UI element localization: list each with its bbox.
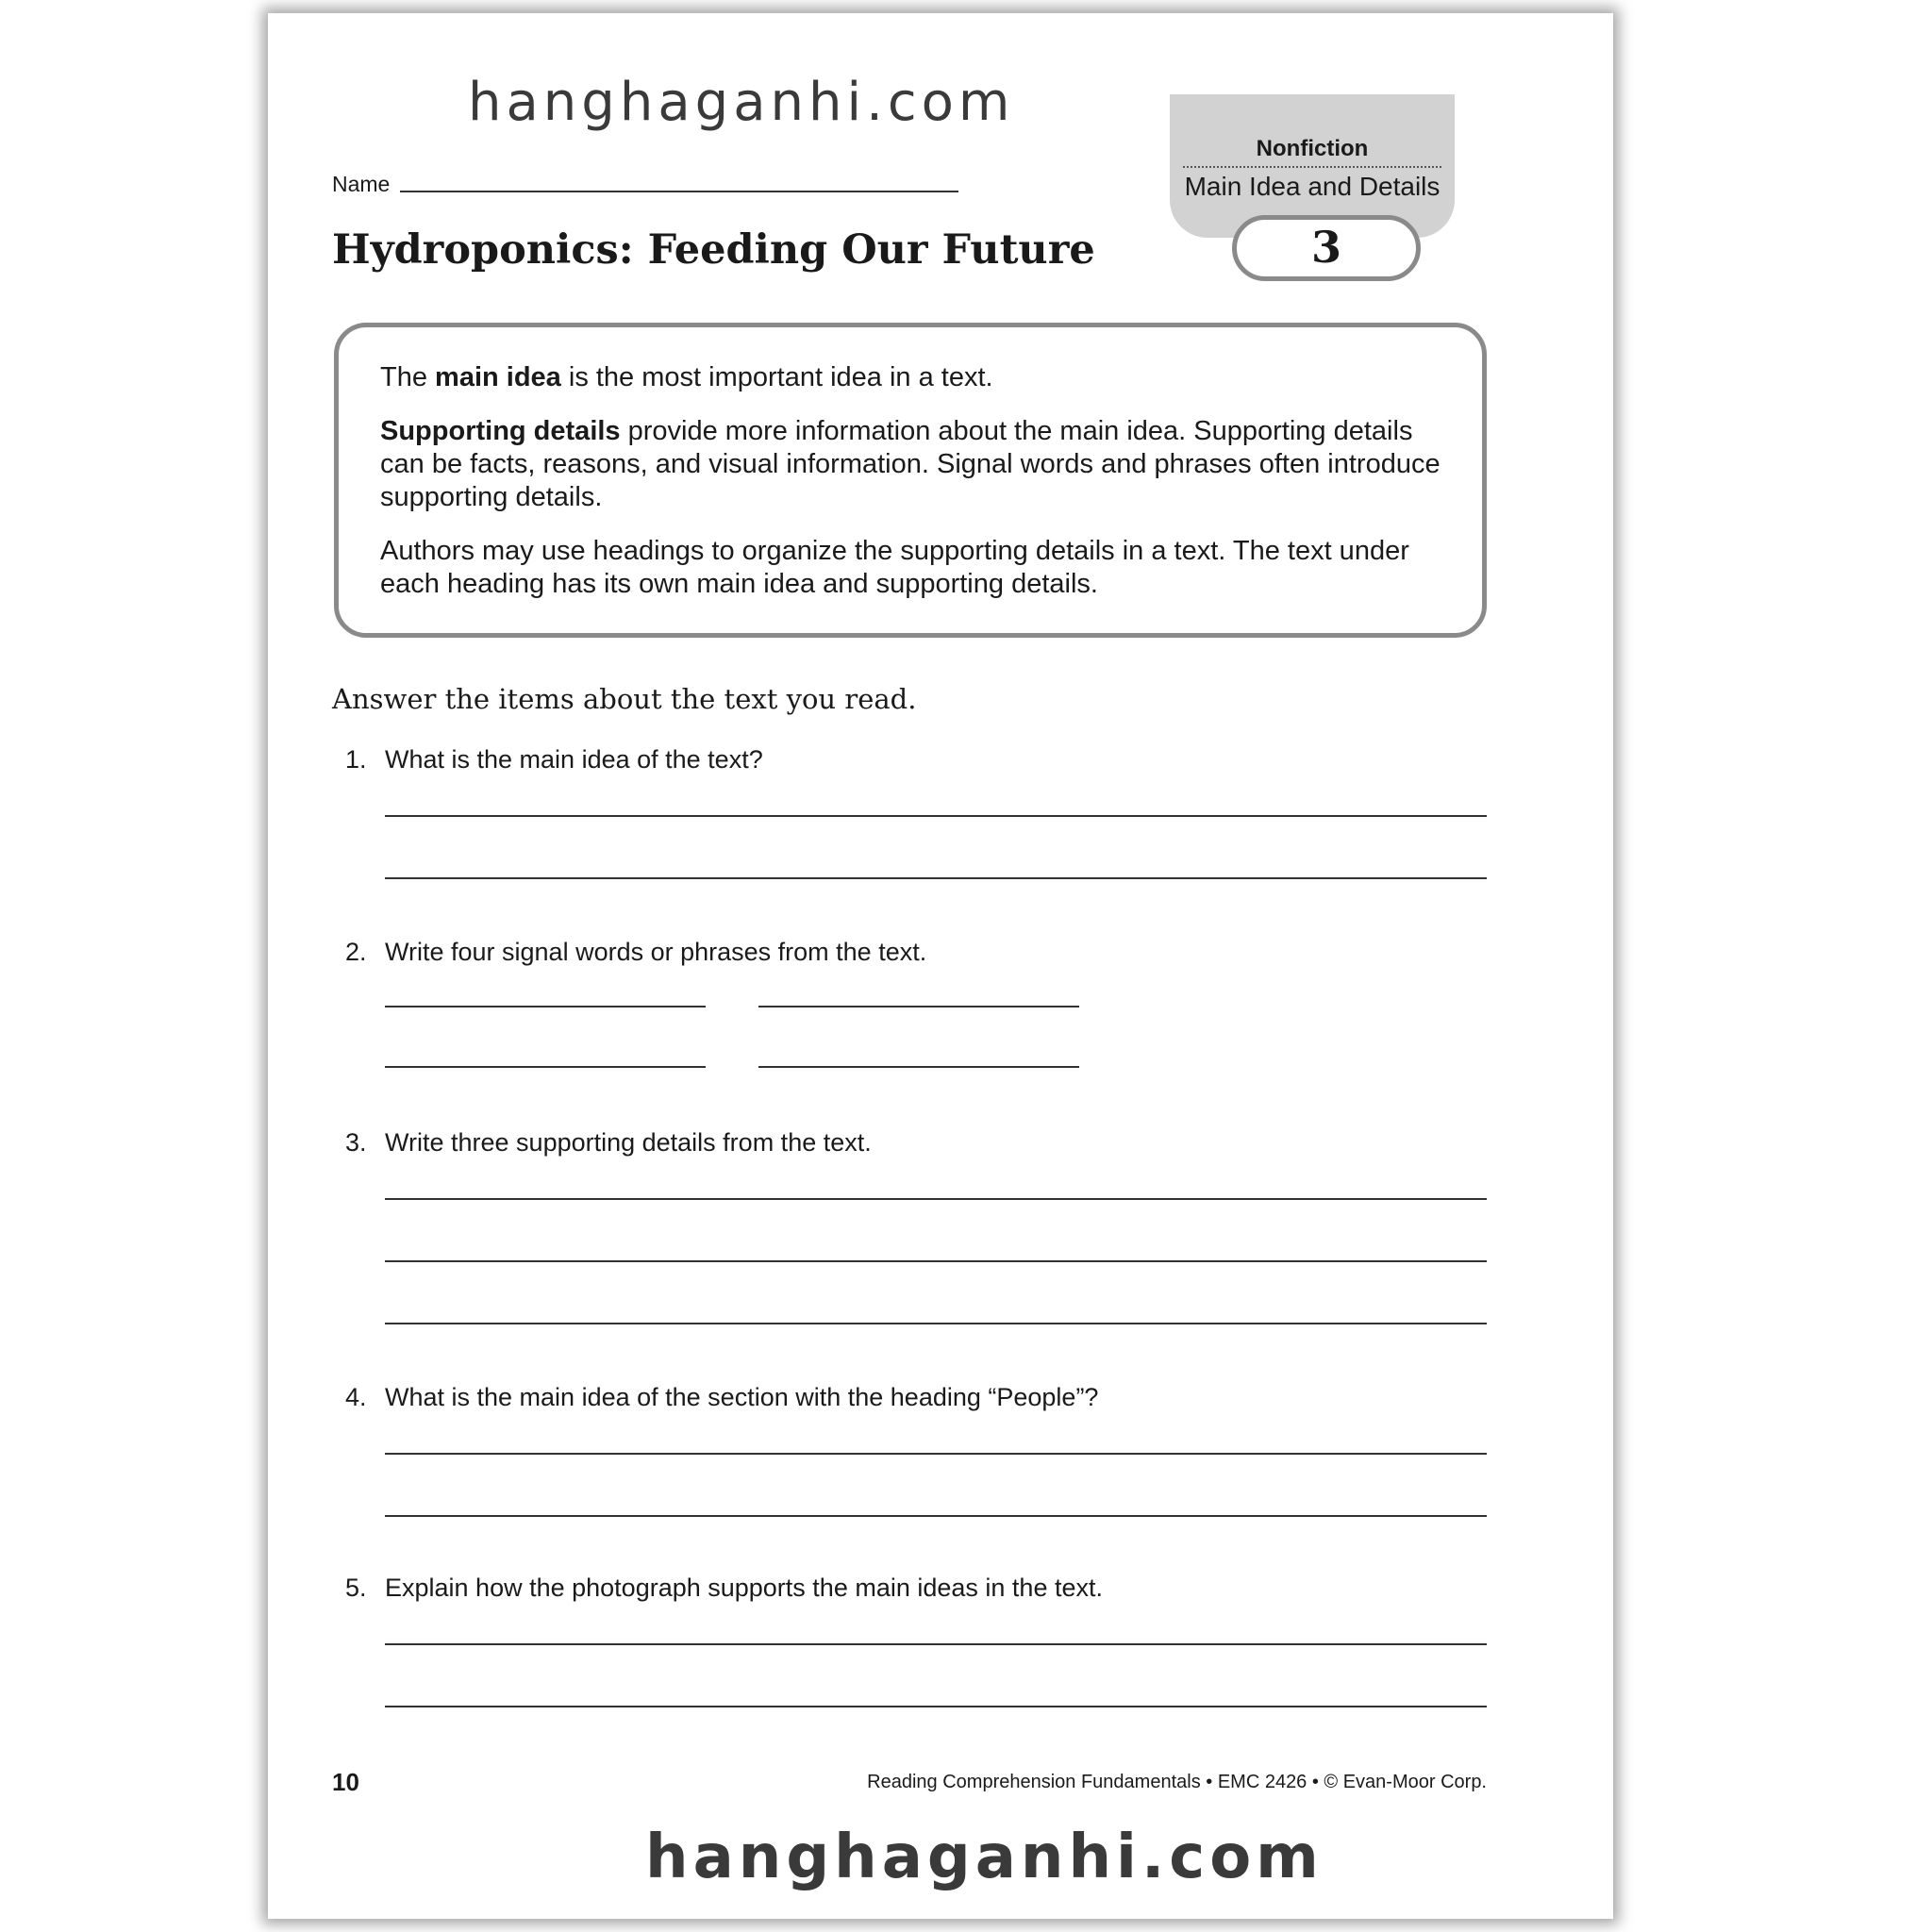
category-tag <box>1170 94 1455 273</box>
definition-box <box>334 323 1487 638</box>
answer-line[interactable] <box>385 1260 1487 1262</box>
name-field-line[interactable] <box>400 191 958 192</box>
text-span: is the most important idea in a text. <box>560 362 993 392</box>
answer-line-short[interactable] <box>385 1006 706 1008</box>
definition-supporting-details <box>380 415 1441 514</box>
question-number: 4. <box>345 1383 367 1411</box>
watermark-bottom: hanghaganhi.com <box>645 1823 1324 1892</box>
answer-line[interactable] <box>385 1453 1487 1455</box>
page-title: Hydroponics: Feeding Our Future <box>332 226 1095 274</box>
answer-line-short[interactable] <box>758 1066 1079 1068</box>
question-text: Write three supporting details from the text. <box>385 1128 872 1157</box>
question-number: 3. <box>345 1128 367 1157</box>
footer-credit: Reading Comprehension Fundamentals • EMC 2426 • © Evan-Moor Corp. <box>867 1772 1487 1792</box>
text-span: The <box>380 362 436 392</box>
text-span: provide more information about the main idea. Supporting details can be facts, reasons, and visual information. Signal words and phrases often introduce supporting details. <box>380 416 1441 512</box>
question-number: 1. <box>345 745 367 774</box>
tag-skill: Main Idea and Details <box>1184 172 1441 201</box>
answer-line[interactable] <box>385 1198 1487 1200</box>
answer-line-short[interactable] <box>385 1066 706 1068</box>
worksheet-page <box>268 13 1613 1919</box>
question-text: What is the main idea of the section with the heading “People”? <box>385 1383 1099 1411</box>
bold-term: Supporting details <box>380 416 621 446</box>
watermark-top: hanghaganhi.com <box>468 72 1015 133</box>
answer-line[interactable] <box>385 1515 1487 1517</box>
answer-line[interactable] <box>385 1643 1487 1645</box>
tag-divider <box>1183 166 1441 168</box>
answer-line-short[interactable] <box>758 1006 1079 1008</box>
question-number: 2. <box>345 938 367 966</box>
answer-line[interactable] <box>385 815 1487 817</box>
question-number: 5. <box>345 1574 367 1602</box>
question-text: Write four signal words or phrases from the text. <box>385 938 927 966</box>
tag-genre: Nonfiction <box>1256 136 1369 161</box>
answer-line[interactable] <box>385 1323 1487 1324</box>
definition-headings: Authors may use headings to organize the supporting details in a text. The text under each heading has its own main idea and supporting details. <box>380 536 1409 599</box>
question-text: What is the main idea of the text? <box>385 745 763 774</box>
instructions: Answer the items about the text you read. <box>332 683 917 715</box>
answer-line[interactable] <box>385 877 1487 879</box>
bold-term: main idea <box>435 362 561 392</box>
answer-line[interactable] <box>385 1706 1487 1707</box>
question-text: Explain how the photograph supports the main ideas in the text. <box>385 1574 1103 1602</box>
tag-number-badge: 3 <box>1232 215 1421 281</box>
definition-main-idea <box>380 361 1441 394</box>
name-label: Name <box>332 172 391 196</box>
page-number: 10 <box>332 1768 359 1796</box>
